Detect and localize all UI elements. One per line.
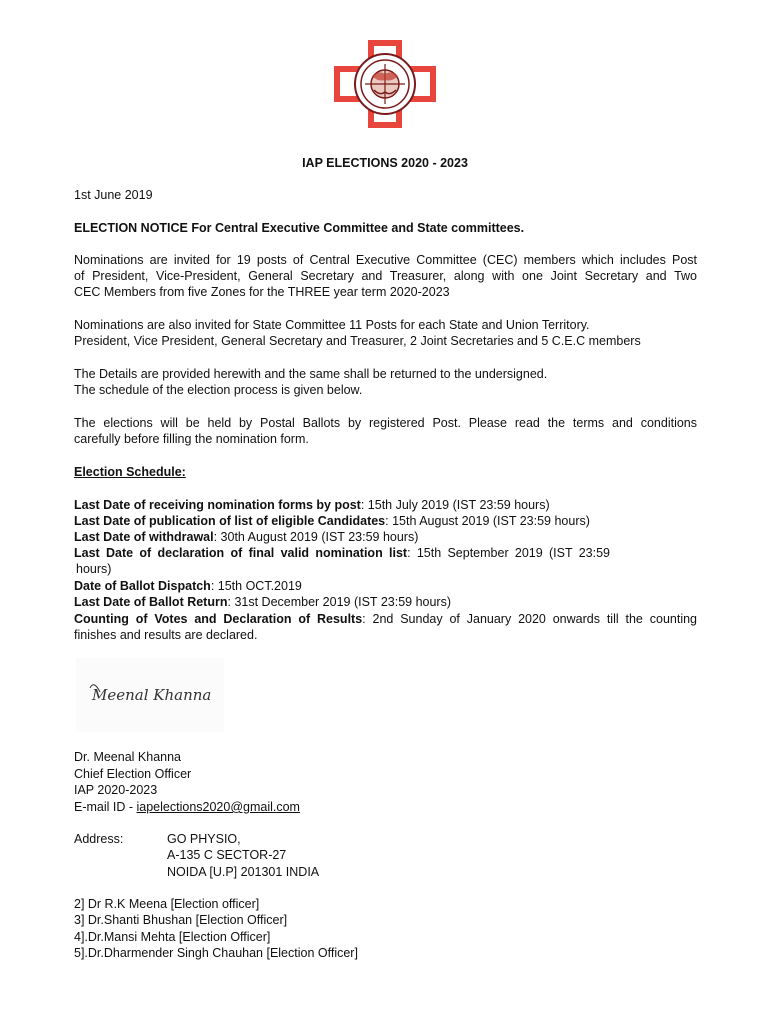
- schedule-continuation: finishes and results are declared.: [74, 628, 258, 642]
- schedule-label: Last Date of publication of list of eligible Candidates: [74, 514, 386, 528]
- schedule-heading: Election Schedule:: [74, 465, 186, 479]
- iap-logo: [334, 40, 436, 128]
- officer-item: 3] Dr.Shanti Bhushan [Election Officer]: [74, 913, 288, 927]
- para2-line: President, Vice President, General Secretary and Treasurer, 2 Joint Secretaries and 5 C.E.C members: [74, 334, 641, 348]
- address-line: GO PHYSIO,: [167, 832, 241, 846]
- schedule-value: : 15th September 2019 (IST 23:59: [407, 546, 610, 560]
- schedule-item: [74, 513, 590, 529]
- para4-line: carefully before filling the nomination form.: [74, 432, 309, 446]
- schedule-value: : 30th August 2019 (IST 23:59 hours): [213, 530, 419, 544]
- signature-image: [76, 658, 224, 732]
- schedule-value: : 15th August 2019 (IST 23:59 hours): [385, 514, 590, 528]
- schedule-item: [74, 611, 697, 627]
- email-link[interactable]: iapelections2020@gmail.com: [136, 800, 300, 814]
- officer-item: 5].Dr.Dharmender Singh Chauhan [Election Officer]: [74, 946, 358, 960]
- para4-line: The elections will be held by Postal Ballots by registered Post. Please read the terms and conditions: [74, 416, 697, 430]
- notice-date: 1st June 2019: [74, 188, 153, 202]
- schedule-item: [74, 578, 302, 594]
- schedule-value: : 31st December 2019 (IST 23:59 hours): [227, 595, 451, 609]
- schedule-item: [74, 497, 550, 513]
- document-title: IAP ELECTIONS 2020 - 2023: [302, 156, 468, 170]
- signatory-designation: Chief Election Officer: [74, 767, 192, 781]
- schedule-value: : 15th July 2019 (IST 23:59 hours): [360, 498, 550, 512]
- email-row: [74, 799, 300, 815]
- para3-line: The Details are provided herewith and the same shall be returned to the undersigned.: [74, 367, 548, 381]
- signatory-name: Dr. Meenal Khanna: [74, 750, 182, 764]
- para3-line: The schedule of the election process is given below.: [74, 383, 363, 397]
- schedule-label: Last Date of declaration of final valid nomination list: [74, 546, 408, 560]
- officer-item: 2] Dr R.K Meena [Election officer]: [74, 897, 260, 911]
- notice-heading: ELECTION NOTICE For Central Executive Committee and State committees.: [74, 221, 525, 235]
- address-label: Address:: [74, 832, 124, 846]
- para1-line: of President, Vice-President, General Secretary and Treasurer, along with one Joint Secretary and Two: [74, 269, 697, 283]
- schedule-label: Last Date of withdrawal: [74, 530, 214, 544]
- schedule-label: Date of Ballot Dispatch: [74, 579, 211, 593]
- schedule-item: [74, 594, 451, 610]
- schedule-item: [74, 529, 418, 545]
- address-line: NOIDA [U.P] 201301 INDIA: [167, 865, 320, 879]
- signatory-org: IAP 2020-2023: [74, 783, 158, 797]
- para1-line: CEC Members from five Zones for the THREE year term 2020-2023: [74, 285, 450, 299]
- address-line: A-135 C SECTOR-27: [167, 848, 287, 862]
- signature-text: Meenal Khanna: [92, 686, 212, 704]
- schedule-label: Last Date of receiving nomination forms by post: [74, 498, 361, 512]
- schedule-continuation: hours): [76, 562, 112, 576]
- email-label: E-mail ID -: [74, 800, 137, 814]
- schedule-item: [74, 545, 610, 561]
- officer-item: 4].Dr.Mansi Mehta [Election Officer]: [74, 930, 271, 944]
- schedule-value: : 15th OCT.2019: [210, 579, 302, 593]
- schedule-label: Last Date of Ballot Return: [74, 595, 228, 609]
- para1-line: Nominations are invited for 19 posts of Central Executive Committee (CEC) members which includes Post: [74, 253, 697, 267]
- schedule-label: Counting of Votes and Declaration of Results: [74, 612, 363, 626]
- para2-line: Nominations are also invited for State Committee 11 Posts for each State and Union Territory.: [74, 318, 590, 332]
- schedule-value: : 2nd Sunday of January 2020 onwards till the counting: [362, 612, 697, 626]
